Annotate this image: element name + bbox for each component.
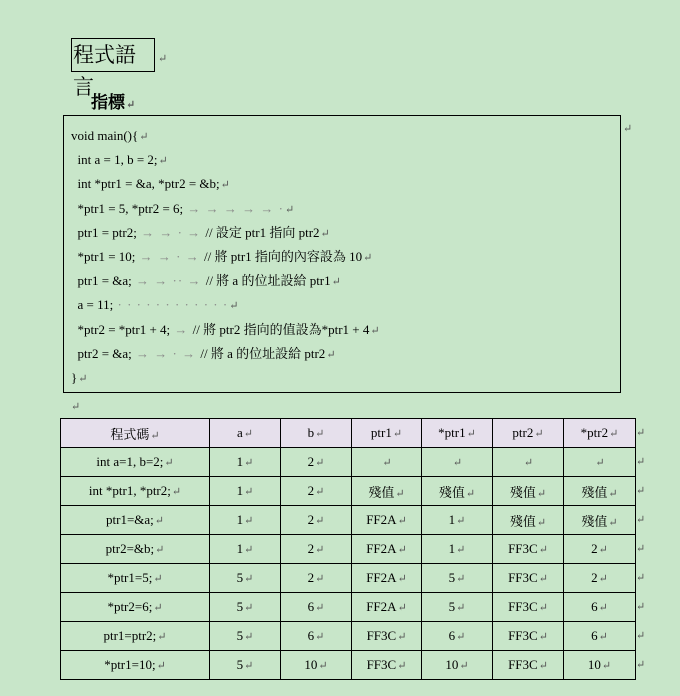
value-cell: 殘值↵ bbox=[493, 477, 564, 506]
code-comment: // 將 ptr2 指向的值設為*ptr1 + 4 bbox=[192, 321, 370, 337]
value-cell: 1↵ bbox=[210, 477, 281, 506]
paragraph-mark-icon: ↵ bbox=[156, 660, 166, 672]
paragraph-mark-icon: ↵ bbox=[538, 631, 548, 643]
table-header-cell: b↵ bbox=[281, 419, 352, 448]
paragraph-mark-icon: ↵ bbox=[244, 602, 254, 614]
table-header-cell: ptr1↵ bbox=[352, 419, 422, 448]
table-row bbox=[61, 506, 636, 535]
value-cell: 6↵ bbox=[422, 622, 493, 651]
paragraph-mark-icon: ↵ bbox=[315, 544, 325, 556]
value-cell: FF2A↵ bbox=[352, 564, 422, 593]
paragraph-mark-icon: ↵ bbox=[244, 515, 254, 527]
value-cell: 2↵ bbox=[281, 506, 352, 535]
value-cell: FF3C↵ bbox=[493, 651, 564, 680]
paragraph-mark-icon: ↵ bbox=[158, 155, 168, 168]
row-end-mark-icon: ↵ bbox=[636, 456, 646, 468]
tab-arrows-icon: → → · → bbox=[131, 345, 201, 361]
value-cell bbox=[352, 448, 422, 477]
table-row bbox=[61, 564, 636, 593]
table-row bbox=[61, 593, 636, 622]
paragraph-mark-icon: ↵ bbox=[598, 573, 608, 585]
value-cell: FF2A↵ bbox=[352, 506, 422, 535]
paragraph-mark-icon: ↵ bbox=[456, 573, 466, 585]
code-cell: *ptr1=5;↵ bbox=[61, 564, 210, 593]
value-cell: FF2A↵ bbox=[352, 593, 422, 622]
code-cell: ptr1=&a;↵ bbox=[61, 506, 210, 535]
code-cell: *ptr2=6;↵ bbox=[61, 593, 210, 622]
paragraph-mark-icon: ↵ bbox=[315, 486, 325, 498]
paragraph-mark-icon: ↵ bbox=[456, 544, 466, 556]
paragraph-mark-icon: ↵ bbox=[598, 602, 608, 614]
code-line bbox=[71, 197, 620, 221]
table-row bbox=[61, 622, 636, 651]
table-row bbox=[61, 651, 636, 680]
code-line bbox=[71, 269, 620, 293]
paragraph-mark-icon: ↵ bbox=[534, 428, 544, 440]
code-cell: int a=1, b=2;↵ bbox=[61, 448, 210, 477]
code-line bbox=[71, 124, 620, 148]
paragraph-mark-icon: ↵ bbox=[244, 486, 254, 498]
value-cell: 5↵ bbox=[422, 593, 493, 622]
paragraph-mark-icon: ↵ bbox=[608, 516, 618, 529]
paragraph-mark-icon: ↵ bbox=[598, 544, 608, 556]
value-cell: 10↵ bbox=[281, 651, 352, 680]
paragraph-mark-icon: ↵ bbox=[608, 487, 618, 500]
value-cell bbox=[564, 448, 636, 477]
tab-arrows-icon: → bbox=[170, 321, 193, 337]
table-header-row bbox=[61, 419, 636, 448]
table-row bbox=[61, 448, 636, 477]
value-cell: 殘值↵ bbox=[422, 477, 493, 506]
value-cell: 5↵ bbox=[422, 564, 493, 593]
paragraph-mark-icon: ↵ bbox=[320, 227, 330, 240]
paragraph-mark-icon: ↵ bbox=[315, 457, 325, 469]
paragraph-mark-icon: ↵ bbox=[315, 602, 325, 614]
value-cell: 2↵ bbox=[281, 564, 352, 593]
paragraph-mark-icon: ↵ bbox=[158, 53, 168, 65]
paragraph-mark-icon: ↵ bbox=[536, 487, 547, 500]
paragraph-mark-icon: ↵ bbox=[139, 131, 149, 143]
row-end-mark-icon: ↵ bbox=[636, 630, 646, 642]
paragraph-mark-icon: ↵ bbox=[609, 428, 619, 440]
code-line bbox=[71, 221, 620, 245]
code-text: *ptr2 = *ptr1 + 4; bbox=[71, 321, 171, 337]
paragraph-mark-icon: ↵ bbox=[465, 487, 476, 500]
row-end-mark-icon: ↵ bbox=[636, 659, 646, 671]
paragraph-mark-icon: ↵ bbox=[538, 544, 548, 556]
value-cell: 6↵ bbox=[564, 593, 636, 622]
paragraph-mark-icon: ↵ bbox=[397, 515, 407, 527]
row-end-mark-icon: ↵ bbox=[636, 427, 646, 439]
value-cell: FF3C↵ bbox=[352, 651, 422, 680]
code-cell: *ptr1=10;↵ bbox=[61, 651, 210, 680]
paragraph-mark-icon: ↵ bbox=[397, 544, 407, 556]
paragraph-mark-icon: ↵ bbox=[157, 631, 167, 643]
paragraph-mark-icon: ↵ bbox=[153, 602, 163, 614]
code-block bbox=[63, 115, 621, 393]
code-comment: // 設定 ptr1 指向 ptr2 bbox=[205, 224, 320, 240]
paragraph-mark-icon: ↵ bbox=[315, 573, 325, 585]
row-end-mark-icon: ↵ bbox=[636, 543, 646, 555]
value-cell: 10↵ bbox=[422, 651, 493, 680]
code-line bbox=[71, 172, 620, 196]
paragraph-mark-icon: ↵ bbox=[285, 203, 295, 216]
code-line bbox=[71, 366, 620, 390]
code-text: ptr1 = &a; bbox=[71, 273, 132, 289]
value-cell: 1↵ bbox=[210, 448, 281, 477]
paragraph-mark-icon: ↵ bbox=[395, 487, 405, 500]
value-cell bbox=[493, 448, 564, 477]
paragraph-mark-icon: ↵ bbox=[315, 515, 325, 527]
code-comment: // 將 a 的位址設給 ptr1 bbox=[205, 273, 331, 289]
paragraph-mark-icon: ↵ bbox=[315, 428, 325, 440]
paragraph-mark-icon: ↵ bbox=[397, 602, 407, 614]
paragraph-mark-icon: ↵ bbox=[155, 544, 165, 556]
value-cell: 5↵ bbox=[210, 564, 281, 593]
value-cell: 5↵ bbox=[210, 593, 281, 622]
value-cell: 殘值↵ bbox=[564, 477, 636, 506]
value-cell: 6↵ bbox=[281, 622, 352, 651]
paragraph-mark-icon: ↵ bbox=[171, 486, 182, 498]
code-line bbox=[71, 293, 620, 317]
paragraph-mark-icon: ↵ bbox=[382, 457, 392, 469]
paragraph-mark-icon: ↵ bbox=[397, 631, 407, 643]
section-subtitle bbox=[91, 88, 135, 113]
paragraph-mark-icon: ↵ bbox=[78, 372, 88, 385]
tab-arrows-icon: → → ·· → bbox=[131, 273, 206, 289]
section-subtitle-text: 指標 bbox=[91, 93, 125, 112]
value-cell: FF3C↵ bbox=[493, 535, 564, 564]
paragraph-mark-icon: ↵ bbox=[150, 429, 160, 442]
code-line bbox=[71, 318, 620, 342]
paragraph-mark-icon: ↵ bbox=[363, 251, 373, 264]
value-cell: 1↵ bbox=[210, 506, 281, 535]
value-cell: 殘值↵ bbox=[564, 506, 636, 535]
paragraph-mark-icon: ↵ bbox=[623, 123, 633, 135]
paragraph-mark-icon: ↵ bbox=[538, 602, 548, 614]
code-text: ptr1 = ptr2; bbox=[71, 224, 137, 240]
paragraph-mark-icon: ↵ bbox=[392, 428, 403, 440]
value-cell: 5↵ bbox=[210, 651, 281, 680]
value-cell: 2↵ bbox=[281, 448, 352, 477]
paragraph-mark-icon: ↵ bbox=[244, 660, 254, 672]
paragraph-mark-icon: ↵ bbox=[536, 516, 547, 529]
code-cell: ptr1=ptr2;↵ bbox=[61, 622, 210, 651]
value-cell: 2↵ bbox=[281, 477, 352, 506]
paragraph-mark-icon: ↵ bbox=[595, 457, 605, 469]
paragraph-mark-icon: ↵ bbox=[244, 631, 254, 643]
code-text: a = 11; bbox=[71, 297, 114, 313]
pointer-trace-table bbox=[60, 418, 636, 680]
code-line bbox=[71, 245, 620, 269]
code-text: } bbox=[71, 369, 78, 385]
code-line bbox=[71, 148, 620, 172]
value-cell: 2↵ bbox=[281, 535, 352, 564]
value-cell: 1↵ bbox=[422, 506, 493, 535]
value-cell: 2↵ bbox=[564, 564, 636, 593]
paragraph-mark-icon: ↵ bbox=[397, 660, 407, 672]
paragraph-mark-icon: ↵ bbox=[153, 573, 163, 585]
value-cell: FF3C↵ bbox=[493, 622, 564, 651]
value-cell: 5↵ bbox=[210, 622, 281, 651]
value-cell: 6↵ bbox=[281, 593, 352, 622]
table-row bbox=[61, 535, 636, 564]
tab-arrows-icon: → → → → → · bbox=[183, 200, 285, 216]
code-text: int *ptr1 = &a, *ptr2 = &b; bbox=[71, 176, 220, 192]
code-line bbox=[71, 342, 620, 366]
paragraph-mark-icon: ↵ bbox=[370, 324, 380, 337]
page-title-text: 程式語言 bbox=[73, 43, 136, 99]
row-end-mark-icon: ↵ bbox=[636, 514, 646, 526]
code-text: void main(){ bbox=[71, 128, 139, 143]
paragraph-mark-icon: ↵ bbox=[154, 515, 164, 527]
table-header-cell: *ptr1↵ bbox=[422, 419, 493, 448]
paragraph-mark-icon: ↵ bbox=[220, 179, 230, 192]
table-row bbox=[61, 477, 636, 506]
value-cell: 2↵ bbox=[564, 535, 636, 564]
paragraph-mark-icon: ↵ bbox=[126, 99, 136, 111]
paragraph-mark-icon: ↵ bbox=[459, 660, 469, 672]
paragraph-mark-icon: ↵ bbox=[456, 631, 466, 643]
paragraph-mark-icon: ↵ bbox=[244, 573, 254, 585]
value-cell bbox=[422, 448, 493, 477]
paragraph-mark-icon: ↵ bbox=[598, 631, 608, 643]
code-cell: ptr2=&b;↵ bbox=[61, 535, 210, 564]
paragraph-mark-icon: ↵ bbox=[538, 573, 548, 585]
table-header-cell: 程式碼↵ bbox=[61, 419, 210, 448]
paragraph-mark-icon: ↵ bbox=[244, 544, 254, 556]
paragraph-mark-icon: ↵ bbox=[456, 602, 466, 614]
row-end-mark-icon: ↵ bbox=[636, 485, 646, 497]
page-title bbox=[71, 38, 155, 99]
code-comment: // 將 ptr1 指向的內容設為 10 bbox=[203, 248, 363, 264]
paragraph-mark-icon: ↵ bbox=[452, 457, 463, 469]
paragraph-mark-icon: ↵ bbox=[601, 660, 612, 672]
paragraph-mark-icon: ↵ bbox=[318, 660, 328, 672]
table-header-cell: a↵ bbox=[210, 419, 281, 448]
paragraph-mark-icon: ↵ bbox=[243, 428, 253, 440]
code-text: ptr2 = &a; bbox=[71, 345, 132, 361]
paragraph-mark-icon: ↵ bbox=[71, 401, 81, 413]
code-comment: // 將 a 的位址設給 ptr2 bbox=[200, 345, 326, 361]
tab-arrows-icon: → → · → bbox=[135, 248, 204, 264]
value-cell: 1↵ bbox=[210, 535, 281, 564]
paragraph-mark-icon: ↵ bbox=[244, 457, 254, 469]
value-cell: 1↵ bbox=[422, 535, 493, 564]
code-text: *ptr1 = 5, *ptr2 = 6; bbox=[71, 200, 184, 216]
table-header-cell: *ptr2↵ bbox=[564, 419, 636, 448]
paragraph-mark-icon: ↵ bbox=[315, 631, 325, 643]
value-cell: FF2A↵ bbox=[352, 535, 422, 564]
value-cell: FF3C↵ bbox=[493, 564, 564, 593]
value-cell: FF3C↵ bbox=[493, 593, 564, 622]
row-end-mark-icon: ↵ bbox=[636, 572, 646, 584]
code-cell: int *ptr1, *ptr2;↵ bbox=[61, 477, 210, 506]
value-cell: 6↵ bbox=[564, 622, 636, 651]
paragraph-mark-icon: ↵ bbox=[326, 348, 336, 361]
paragraph-mark-icon: ↵ bbox=[229, 300, 239, 313]
paragraph-mark-icon: ↵ bbox=[164, 457, 174, 469]
paragraph-mark-icon: ↵ bbox=[466, 428, 476, 440]
paragraph-mark-icon: ↵ bbox=[538, 660, 548, 672]
value-cell: FF3C↵ bbox=[352, 622, 422, 651]
paragraph-mark-icon: ↵ bbox=[331, 276, 341, 289]
space-dots-icon: · · · · · · · · · · · · bbox=[113, 297, 229, 313]
paragraph-mark-icon: ↵ bbox=[456, 515, 466, 527]
row-end-mark-icon: ↵ bbox=[636, 601, 646, 613]
code-text: *ptr1 = 10; bbox=[71, 248, 136, 264]
table-header-cell: ptr2↵ bbox=[493, 419, 564, 448]
paragraph-mark-icon: ↵ bbox=[397, 573, 407, 585]
paragraph-mark-icon: ↵ bbox=[523, 457, 534, 469]
value-cell: 殘值↵ bbox=[493, 506, 564, 535]
value-cell: 10↵ bbox=[564, 651, 636, 680]
value-cell: 殘值↵ bbox=[352, 477, 422, 506]
tab-arrows-icon: → → · → bbox=[136, 224, 206, 240]
code-text: int a = 1, b = 2; bbox=[71, 152, 158, 168]
